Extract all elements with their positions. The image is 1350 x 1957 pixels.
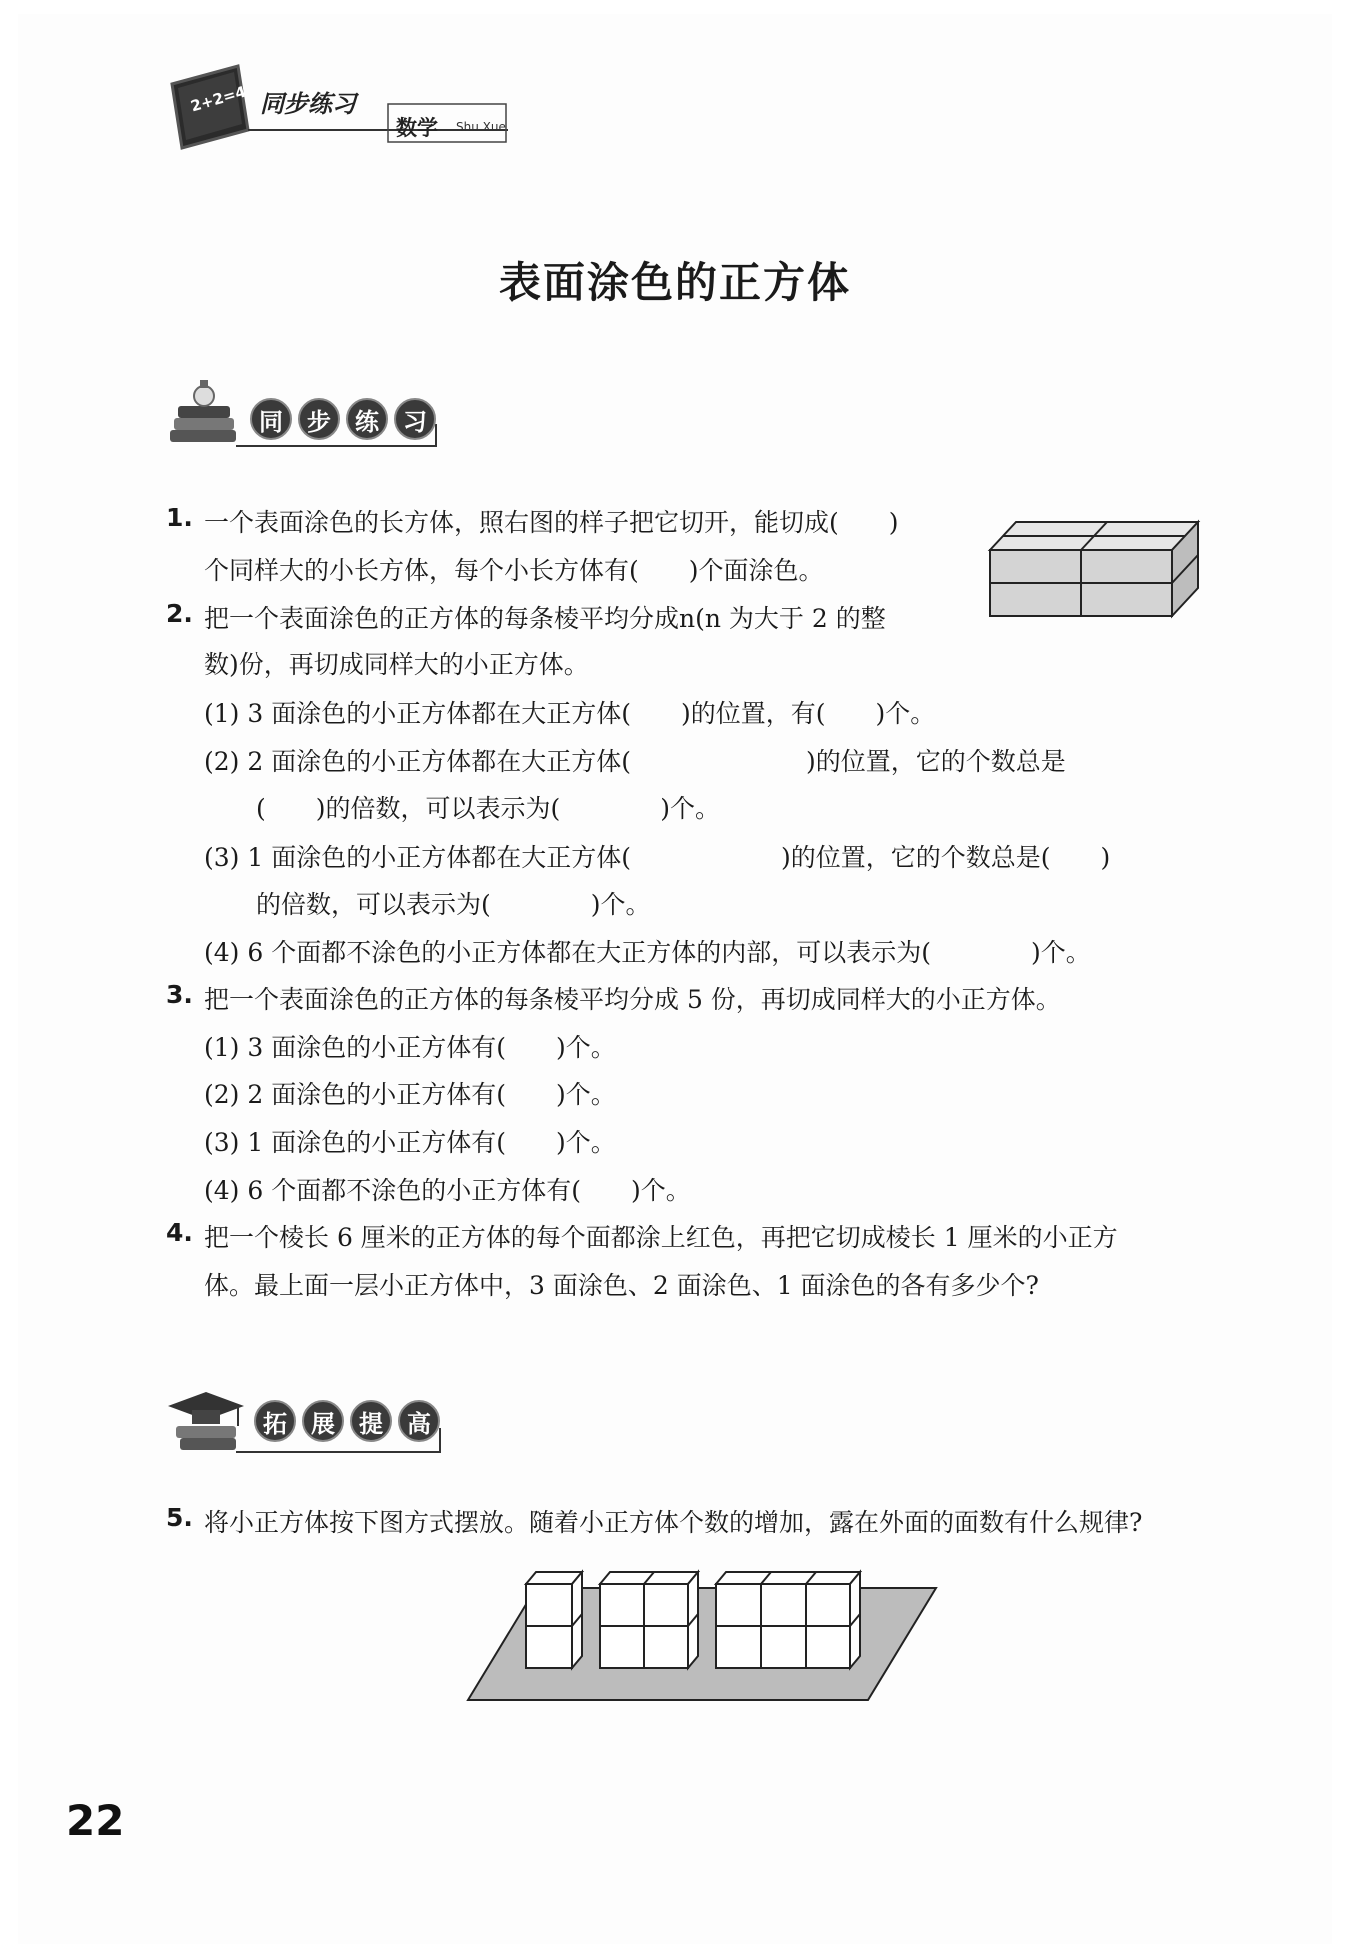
badge-char: 展: [302, 1400, 344, 1442]
q3-sub3: (3) 1 面涂色的小正方体有( )个。: [204, 1128, 616, 1157]
q3-number: 3.: [166, 980, 193, 1009]
q2-sub4: (4) 6 个面都不涂色的小正方体都在大正方体的内部，可以表示为( )个。: [204, 938, 1091, 967]
q4-number: 4.: [166, 1218, 193, 1247]
q5-line1: 将小正方体按下图方式摆放。随着小正方体个数的增加，露在外面的面数有什么规律?: [204, 1508, 1143, 1537]
badge-char: 高: [398, 1400, 440, 1442]
q2-number: 2.: [166, 599, 193, 628]
header-pinyin: Shu Xue: [456, 120, 506, 134]
badge-char: 练: [346, 398, 388, 440]
q2-sub3a: (3) 1 面涂色的小正方体都在大正方体( )的位置，它的个数总是( ): [204, 843, 1111, 872]
q2-sub2b: ( )的倍数，可以表示为( )个。: [256, 794, 721, 823]
header-logo: [168, 60, 528, 150]
q2-line2: 数)份，再切成同样大的小正方体。: [204, 650, 589, 679]
section-extend-badge: [166, 1382, 466, 1472]
section-sync-badge: [166, 378, 466, 468]
badge-char: 习: [394, 398, 436, 440]
q3-sub1: (1) 3 面涂色的小正方体有( )个。: [204, 1033, 616, 1062]
q4-line1: 把一个棱长 6 厘米的正方体的每个面都涂上红色，再把它切成棱长 1 厘米的小正方: [204, 1223, 1118, 1252]
q4-line2: 体。最上面一层小正方体中，3 面涂色、2 面涂色、1 面涂色的各有多少个?: [204, 1271, 1039, 1300]
q2-line1: 把一个表面涂色的正方体的每条棱平均分成n(n 为大于 2 的整: [204, 604, 886, 633]
stacked-cubes-figure: [466, 1564, 942, 1706]
q3-sub4: (4) 6 个面都不涂色的小正方体有( )个。: [204, 1176, 691, 1205]
q1-line2: 个同样大的小长方体，每个小长方体有( )个面涂色。: [204, 556, 824, 585]
q3-line1: 把一个表面涂色的正方体的每条棱平均分成 5 份，再切成同样大的小正方体。: [204, 985, 1061, 1014]
page-number: 22: [66, 1796, 125, 1845]
badge-char: 提: [350, 1400, 392, 1442]
cuboid-figure: [986, 518, 1206, 628]
q3-sub2: (2) 2 面涂色的小正方体有( )个。: [204, 1080, 616, 1109]
q1-number: 1.: [166, 503, 193, 532]
badge-char: 步: [298, 398, 340, 440]
q1-line1: 一个表面涂色的长方体，照右图的样子把它切开，能切成( ): [204, 508, 899, 537]
board-text: 2+2=4: [188, 82, 248, 116]
badge-char: 拓: [254, 1400, 296, 1442]
q2-sub3b: 的倍数，可以表示为( )个。: [256, 890, 651, 919]
header-subject: 数学: [396, 116, 438, 140]
q2-sub1: (1) 3 面涂色的小正方体都在大正方体( )的位置，有( )个。: [204, 699, 936, 728]
badge-char: 同: [250, 398, 292, 440]
q2-sub2a: (2) 2 面涂色的小正方体都在大正方体( )的位置，它的个数总是: [204, 747, 1066, 776]
page-title: 表面涂色的正方体: [498, 258, 851, 307]
q5-number: 5.: [166, 1503, 193, 1532]
header-title: 同步练习: [260, 90, 356, 118]
